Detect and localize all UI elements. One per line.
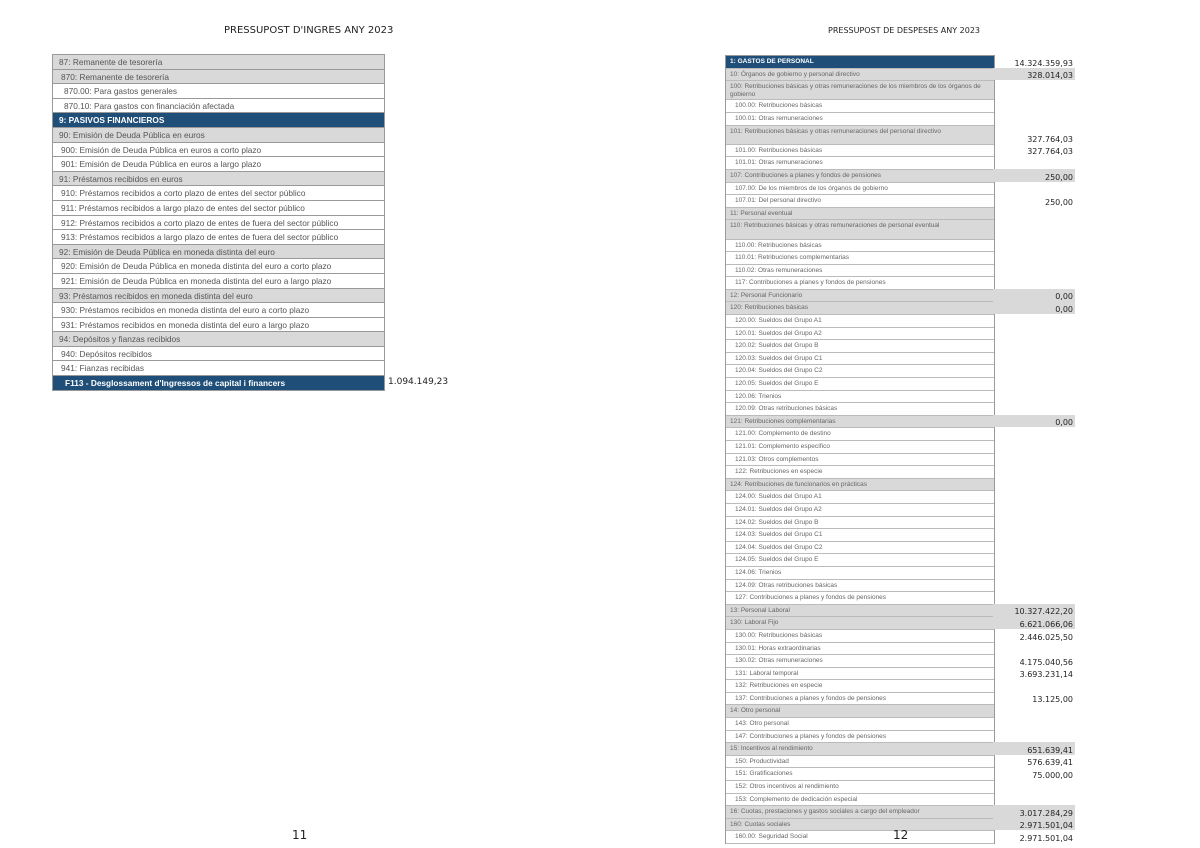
table-row: 124.04: Sueldos del Grupo C2: [726, 542, 994, 555]
row-amount: [993, 780, 1075, 793]
right-page-number: 12: [893, 828, 909, 842]
table-row: 143: Otro personal: [726, 718, 994, 731]
table-row: 100: Retribuciones básicas y otras remuneraciones de los miembros de los órganos de gobierno: [726, 81, 994, 100]
table-row: 107.01: Del personal directivo: [726, 195, 994, 208]
row-amount: 0,00: [993, 415, 1075, 428]
table-row: 120.02: Sueldos del Grupo B: [726, 340, 994, 353]
table-row: 107.00: De los miembros de los órganos de gobierno: [726, 183, 994, 196]
row-amount: [993, 440, 1075, 453]
income-budget-table: [52, 54, 385, 391]
row-amount: [993, 579, 1075, 592]
row-amount: [993, 156, 1075, 169]
table-row: 120.01: Sueldos del Grupo A2: [726, 328, 994, 341]
section-header-row: 1: GASTOS DE PERSONAL: [726, 56, 994, 69]
row-amount: [993, 478, 1075, 491]
row-amount: 3.693.231,14: [1019, 670, 1073, 680]
expense-values-column: [993, 55, 1075, 843]
row-amount: [993, 327, 1075, 340]
row-amount: [993, 377, 1075, 390]
row-amount: [993, 730, 1075, 743]
table-row: 124.02: Sueldos del Grupo B: [726, 517, 994, 530]
table-row: 107: Contribuciones a planes y fondos de pensiones: [726, 170, 994, 183]
row-amount: [993, 427, 1075, 440]
row-amount: [993, 276, 1075, 289]
table-row: 117: Contribuciones a planes y fondos de pensiones: [726, 277, 994, 290]
row-amount: [993, 490, 1075, 503]
row-amount: 3.017.284,29: [993, 805, 1075, 818]
row-amount: 4.175.040,56: [1019, 657, 1073, 667]
table-row: 900: Emisión de Deuda Pública en euros a corto plazo: [53, 143, 384, 158]
row-amount: 328.014,03: [993, 68, 1075, 81]
left-page-number: 11: [292, 828, 308, 842]
table-row: 147: Contribuciones a planes y fondos de pensiones: [726, 731, 994, 744]
row-amount: [993, 553, 1075, 566]
table-row: 101.00: Retribuciones básicas: [726, 145, 994, 158]
table-row: 137: Contribuciones a planes y fondos de pensiones: [726, 693, 994, 706]
table-row: 941: Fianzas recibidas: [53, 361, 384, 376]
table-row: 92: Emisión de Deuda Pública en moneda distinta del euro: [53, 245, 384, 260]
table-row: 921: Emisión de Deuda Pública en moneda distinta del euro a largo plazo: [53, 274, 384, 289]
row-amount: 6.621.066,06: [993, 616, 1075, 629]
table-row: 100.01: Otras remuneraciones: [726, 113, 994, 126]
total-row: F113 - Desglossament d'Ingressos de capital i financers: [53, 376, 384, 391]
row-amount: 75.000,00: [1032, 771, 1073, 781]
row-amount: [993, 314, 1075, 327]
row-amount: [993, 516, 1075, 529]
table-row: 124.09: Otras retribuciones básicas: [726, 580, 994, 593]
table-row: 870.00: Para gastos generales: [53, 84, 384, 99]
table-row: 94: Depósitos y fianzas recibidos: [53, 332, 384, 347]
row-amount: [993, 352, 1075, 365]
table-row: 124.00: Sueldos del Grupo A1: [726, 491, 994, 504]
row-amount: [993, 251, 1075, 264]
row-amount: [993, 541, 1075, 554]
row-amount: [993, 339, 1075, 352]
right-page-title: PRESSUPOST DE DESPESES ANY 2023: [828, 26, 981, 35]
table-row: 100.00: Retribuciones básicas: [726, 100, 994, 113]
table-row: 90: Emisión de Deuda Pública en euros: [53, 128, 384, 143]
table-row: 870.10: Para gastos con financiación afectada: [53, 99, 384, 114]
table-row: 110.01: Retribuciones complementarias: [726, 252, 994, 265]
table-row: 122: Retribuciones en especie: [726, 466, 994, 479]
row-amount: 10.327.422,20: [993, 604, 1075, 617]
row-amount: [993, 717, 1075, 730]
table-row: 124.01: Sueldos del Grupo A2: [726, 504, 994, 517]
table-row: 131: Laboral temporal: [726, 668, 994, 681]
row-amount: [993, 704, 1075, 717]
table-row: 130.01: Horas extraordinarias: [726, 643, 994, 656]
table-row: 14: Otro personal: [726, 705, 994, 718]
left-page-title: PRESSUPOST D'INGRES ANY 2023: [224, 25, 394, 36]
row-amount: [993, 465, 1075, 478]
row-amount: [993, 99, 1075, 112]
table-row: 121.01: Complemento específico: [726, 441, 994, 454]
row-amount: 14.324.359,93: [1014, 58, 1073, 68]
table-row: 15: Incentivos al rendimiento: [726, 743, 994, 756]
table-row: 121.00: Complemento de destino: [726, 428, 994, 441]
row-amount: [993, 503, 1075, 516]
table-row: 110: Retribuciones básicas y otras remuneraciones de personal eventual: [726, 220, 994, 239]
row-amount: [993, 264, 1075, 277]
table-row: 153: Complemento de dedicación especial: [726, 794, 994, 807]
table-row: 120.05: Sueldos del Grupo E: [726, 378, 994, 391]
table-row: 130.02: Otras remuneraciones: [726, 655, 994, 668]
table-row: 930: Préstamos recibidos en moneda distinta del euro a corto plazo: [53, 303, 384, 318]
table-row: 150: Productividad: [726, 756, 994, 769]
table-row: 124.03: Sueldos del Grupo C1: [726, 529, 994, 542]
table-row: 120.06: Trienios: [726, 391, 994, 404]
table-row: 101.01: Otras remuneraciones: [726, 157, 994, 170]
expense-budget-table: [725, 55, 995, 844]
table-row: 940: Depósitos recibidos: [53, 347, 384, 362]
table-row: 920: Emisión de Deuda Pública en moneda distinta del euro a corto plazo: [53, 259, 384, 274]
row-amount: [993, 566, 1075, 579]
table-row: 87: Remanente de tesorería: [53, 55, 384, 70]
row-amount: [993, 112, 1075, 125]
row-amount: [993, 182, 1075, 195]
row-amount: [993, 390, 1075, 403]
row-amount: [993, 591, 1075, 604]
table-row: 160.00: Seguridad Social: [726, 831, 994, 844]
section-header-row: 9: PASIVOS FINANCIEROS: [53, 113, 384, 128]
table-row: 152: Otros incentivos al rendimiento: [726, 781, 994, 794]
table-row: 16: Cuotas, prestaciones y gastos sociales a cargo del empleador: [726, 806, 994, 819]
row-amount: [993, 364, 1075, 377]
table-row: 101: Retribuciones básicas y otras remuneraciones del personal directivo: [726, 126, 994, 145]
table-row: 120: Retribuciones básicas: [726, 302, 994, 315]
row-amount: 327.764,03: [1027, 134, 1073, 144]
table-row: 931: Préstamos recibidos en moneda distinta del euro a largo plazo: [53, 318, 384, 333]
row-amount: 0,00: [993, 289, 1075, 302]
row-amount: 250,00: [993, 169, 1075, 182]
table-row: 127: Contribuciones a planes y fondos de pensiones: [726, 592, 994, 605]
table-row: 93: Préstamos recibidos en moneda distinta del euro: [53, 289, 384, 304]
table-row: 12: Personal Funcionario: [726, 290, 994, 303]
table-row: 13: Personal Laboral: [726, 605, 994, 618]
table-row: 120.04: Sueldos del Grupo C2: [726, 365, 994, 378]
row-amount: 13.125,00: [1032, 695, 1073, 705]
row-amount: 327.764,03: [1027, 147, 1073, 157]
table-row: 913: Préstamos recibidos a largo plazo de entes de fuera del sector público: [53, 230, 384, 245]
table-row: 11: Personal eventual: [726, 208, 994, 221]
table-row: 151: Gratificaciones: [726, 768, 994, 781]
row-amount: [993, 679, 1075, 692]
table-row: 124: Retribuciones de funcionarios en prácticas: [726, 479, 994, 492]
table-row: 120.09: Otras retribuciones básicas: [726, 403, 994, 416]
table-row: 124.05: Sueldos del Grupo E: [726, 554, 994, 567]
table-row: 130: Laboral Fijo: [726, 617, 994, 630]
row-amount: 2.446.025,50: [1019, 632, 1073, 642]
table-row: 912: Préstamos recibidos a corto plazo de entes de fuera del sector público: [53, 216, 384, 231]
table-row: 870: Remanente de tesorería: [53, 70, 384, 85]
row-amount: [993, 219, 1075, 238]
table-row: 910: Préstamos recibidos a corto plazo de entes del sector público: [53, 186, 384, 201]
table-row: 911: Préstamos recibidos a largo plazo de entes del sector público: [53, 201, 384, 216]
row-amount: [993, 642, 1075, 655]
table-row: 110.00: Retribuciones básicas: [726, 240, 994, 253]
row-amount: 2.971.501,04: [1019, 834, 1073, 843]
row-amount: 0,00: [993, 301, 1075, 314]
income-total-value: 1.094.149,23: [388, 377, 449, 387]
table-row: 10: Órganos de gobierno y personal directivo: [726, 69, 994, 82]
row-amount: [993, 239, 1075, 252]
table-row: 132: Retribuciones en especie: [726, 680, 994, 693]
table-row: 120.03: Sueldos del Grupo C1: [726, 353, 994, 366]
table-row: 91: Préstamos recibidos en euros: [53, 172, 384, 187]
row-amount: [993, 528, 1075, 541]
row-amount: [993, 402, 1075, 415]
row-amount: [993, 207, 1075, 220]
table-row: 130.00: Retribuciones básicas: [726, 630, 994, 643]
table-row: 160: Cuotas sociales: [726, 819, 994, 832]
table-row: 120.00: Sueldos del Grupo A1: [726, 315, 994, 328]
row-amount: 2.971.501,04: [993, 818, 1075, 831]
row-amount: [993, 793, 1075, 806]
row-amount: [993, 80, 1075, 99]
row-amount: 250,00: [1045, 197, 1073, 207]
table-row: 121: Retribuciones complementarias: [726, 416, 994, 429]
table-row: 124.06: Trienios: [726, 567, 994, 580]
row-amount: 576.639,41: [1027, 758, 1073, 768]
table-row: 110.02: Otras remuneraciones: [726, 265, 994, 278]
table-row: 121.03: Otros complementos: [726, 454, 994, 467]
row-amount: [993, 453, 1075, 466]
row-amount: 651.639,41: [993, 742, 1075, 755]
table-row: 901: Emisión de Deuda Pública en euros a largo plazo: [53, 157, 384, 172]
